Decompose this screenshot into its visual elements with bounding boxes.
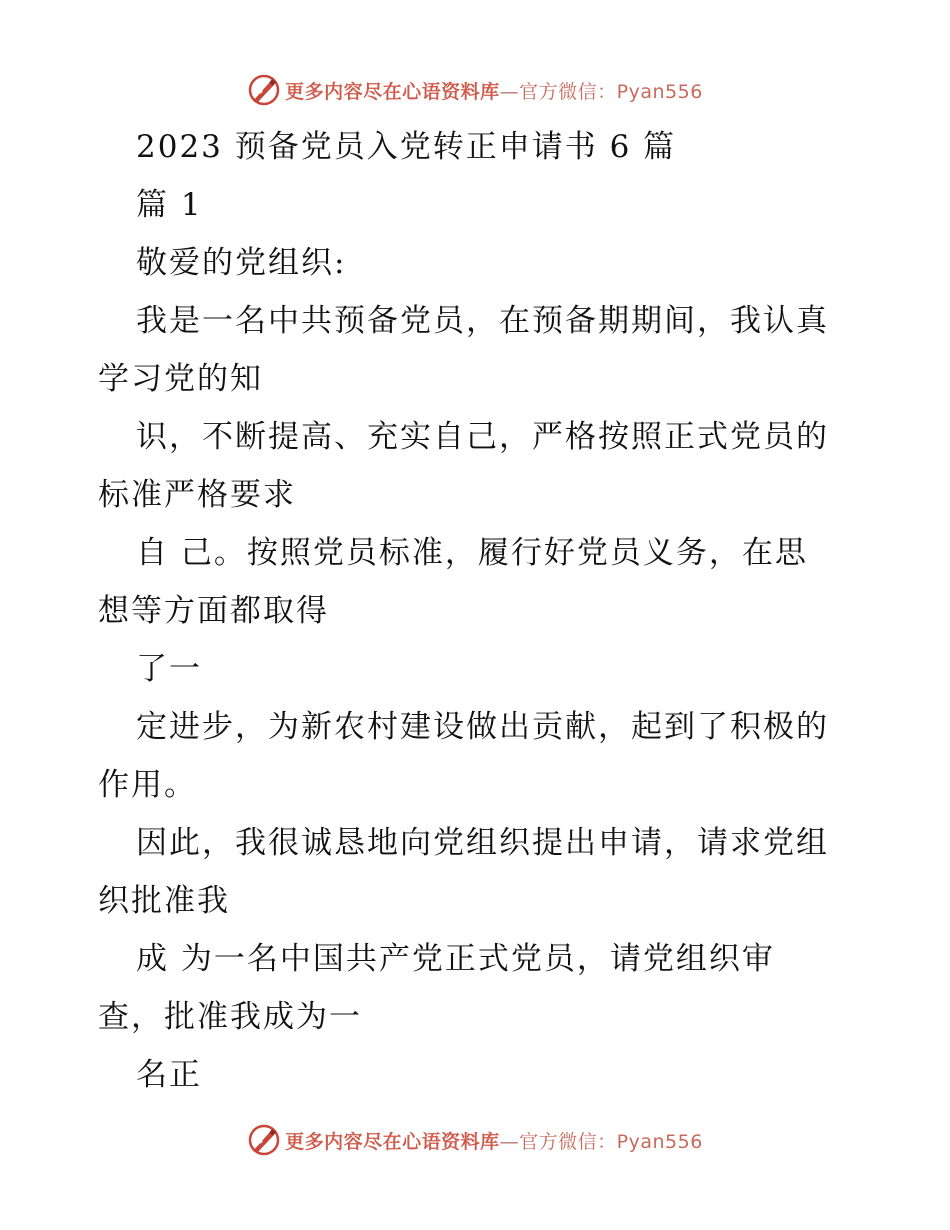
body-line: 了一 bbox=[136, 651, 202, 687]
header-watermark bbox=[0, 70, 950, 110]
body-line: 自 己。按照党员标准，履行好党员义务，在思 bbox=[136, 535, 808, 571]
watermark-text bbox=[285, 1127, 703, 1154]
section-heading: 篇 1 bbox=[136, 187, 203, 223]
body-line: 定进步，为新农村建设做出贡献，起到了积极的 bbox=[136, 709, 829, 745]
watermark-separator: — bbox=[499, 80, 520, 103]
body-line: 织批准我 bbox=[98, 883, 230, 919]
body-line: 查，批准我成为一 bbox=[98, 999, 362, 1035]
red-pen-circle-logo-icon bbox=[247, 73, 281, 107]
salutation: 敬爱的党组织: bbox=[136, 245, 347, 281]
body-line: 学习党的知 bbox=[98, 361, 263, 397]
watermark-wechat-text: 官方微信：Pyan556 bbox=[519, 80, 703, 103]
body-paragraphs bbox=[98, 292, 858, 1104]
footer-watermark bbox=[0, 1120, 950, 1160]
document-body bbox=[98, 118, 858, 1104]
body-line: 想等方面都取得 bbox=[98, 593, 329, 629]
body-line: 成 为一名中国共产党正式党员，请党组织审 bbox=[136, 941, 775, 977]
body-line: 识，不断提高、充实自己，严格按照正式党员的 bbox=[136, 419, 829, 455]
watermark-separator: — bbox=[499, 1130, 520, 1153]
watermark-text bbox=[285, 77, 703, 104]
body-line: 标准严格要求 bbox=[98, 477, 296, 513]
body-line: 我是一名中共预备党员，在预备期期间，我认真 bbox=[136, 303, 829, 339]
watermark-site-text: 更多内容尽在心语资料库 bbox=[285, 1130, 500, 1153]
watermark-wechat-text: 官方微信：Pyan556 bbox=[519, 1130, 703, 1153]
body-line: 作用。 bbox=[98, 767, 197, 803]
watermark-site-text: 更多内容尽在心语资料库 bbox=[285, 80, 500, 103]
body-line: 名正 bbox=[136, 1057, 202, 1093]
document-title: 2023 预备党员入党转正申请书 6 篇 bbox=[136, 129, 677, 165]
body-line: 因此，我很诚恳地向党组织提出申请，请求党组 bbox=[136, 825, 829, 861]
red-pen-circle-logo-icon bbox=[247, 1123, 281, 1157]
